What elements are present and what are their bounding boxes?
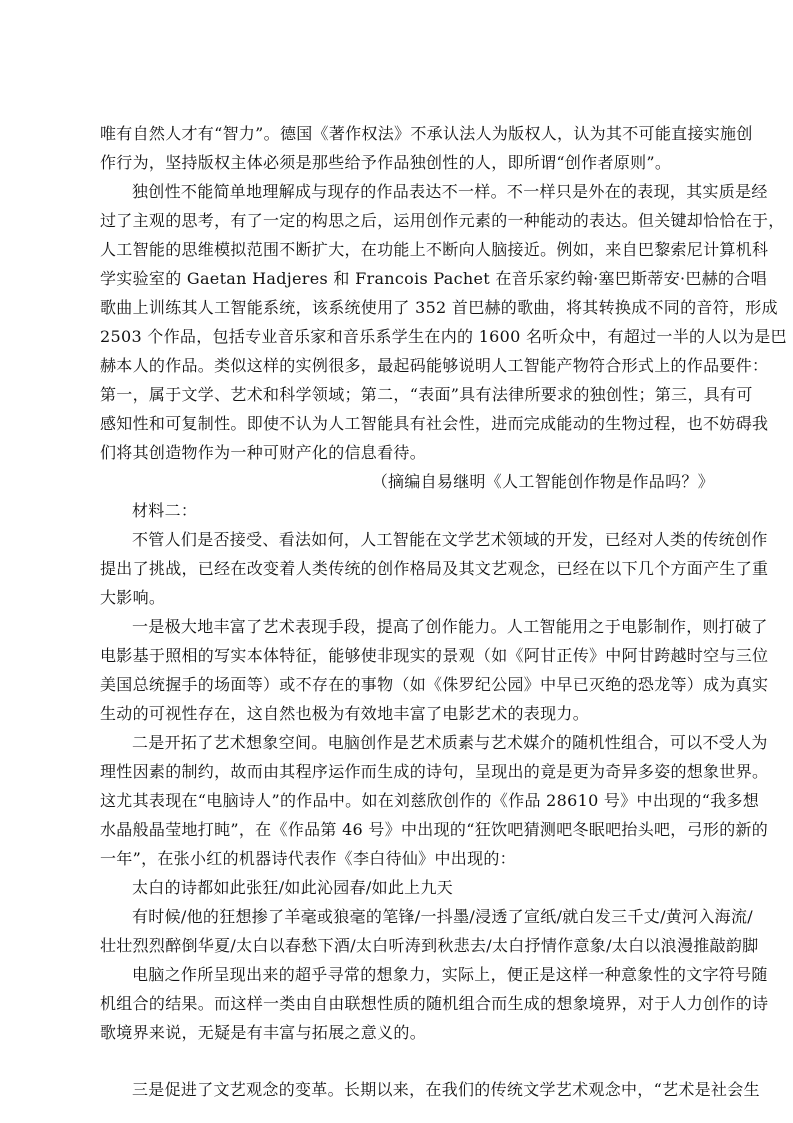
text-line: 们将其创造物作为一种可财产化的信息看待。 — [100, 443, 427, 462]
text-line: 赫本人的作品。类似这样的实例很多，最起码能够说明人工智能产物符合形式上的作品要件： — [100, 356, 769, 375]
text-line: 歌曲上训练其人工智能系统，该系统使用了 352 首巴赫的歌曲，将其转换成不同的音符，形成 — [100, 298, 778, 317]
poem-line: 有时候/他的狂想掺了羊毫或狼毫的笔锋/一抖墨/浸透了宣纸/就白发三千丈/黄河入海流/ — [132, 907, 753, 926]
poem-line: 太白的诗都如此张狂/如此沁园春/如此上九天 — [132, 878, 454, 897]
text-line: 唯有自然人才有“智力”。德国《著作权法》不承认法人为版权人，认为其不可能直接实施创 — [100, 124, 753, 143]
section-heading: 材料二： — [132, 501, 198, 520]
text-line: 2503 个作品，包括专业音乐家和音乐系学生在内的 1600 名听众中，有超过一半的人以为是巴 — [100, 327, 787, 346]
text-line: 独创性不能简单地理解成与现存的作品表达不一样。不一样只是外在的表现，其实质是经 — [132, 182, 768, 201]
text-line: 理性因素的制约，故而由其程序运作而生成的诗句，呈现出的竟是更为奇异多姿的想象世界。 — [100, 762, 769, 781]
source-citation: （摘编自易继明《人工智能创作物是作品吗？》 — [371, 472, 714, 491]
text-line: 第一，属于文学、艺术和科学领域；第二，“表面”具有法律所要求的独创性；第三，具有可 — [100, 385, 753, 404]
text-line: 不管人们是否接受、看法如何，人工智能在文学艺术领域的开发，已经对人类的传统创作 — [132, 530, 768, 549]
text-line: 提出了挑战，已经在改变着人类传统的创作格局及其文艺观念，已经在以下几个方面产生了重 — [100, 559, 769, 578]
text-line: 生动的可视性存在，这自然也极为有效地丰富了电影艺术的表现力。 — [100, 704, 590, 723]
text-line: 水晶般晶莹地打盹”，在《作品第 46 号》中出现的“狂饮吧猜测吧冬眠吧抬头吧，弓形的新的 — [100, 820, 769, 839]
text-line: 感知性和可复制性。即使不认为人工智能具有社会性，进而完成能动的生物过程，也不妨碍我 — [100, 414, 769, 433]
text-line: 一是极大地丰富了艺术表现手段，提高了创作能力。人工智能用之于电影制作，则打破了 — [132, 617, 768, 636]
text-line: 歌境界来说，无疑是有丰富与拓展之意义的。 — [100, 1023, 427, 1042]
text-line: 机组合的结果。而这样一类由自由联想性质的随机组合而生成的想象境界，对于人力创作的诗 — [100, 994, 769, 1013]
text-line: 一年”，在张小红的机器诗代表作《李白待仙》中出现的： — [100, 849, 516, 868]
text-line: 美国总统握手的场面等）或不存在的事物（如《侏罗纪公园》中早已灭绝的恐龙等）成为真实 — [100, 675, 769, 694]
text-line: 三是促进了文艺观念的变革。长期以来，在我们的传统文学艺术观念中，“艺术是社会生 — [132, 1080, 760, 1099]
text-line: 二是开拓了艺术想象空间。电脑创作是艺术质素与艺术媒介的随机性组合，可以不受人为 — [132, 733, 768, 752]
text-line: 电脑之作所呈现出来的超乎寻常的想象力，实际上，便正是这样一种意象性的文字符号随 — [132, 965, 768, 984]
text-line: 人工智能的思维模拟范围不断扩大，在功能上不断向人脑接近。例如，来自巴黎索尼计算机科 — [100, 240, 769, 259]
text-line: 学实验室的 Gaetan Hadjeres 和 Francois Pachet 在音乐家约翰·塞巴斯蒂安·巴赫的合唱 — [100, 269, 767, 288]
text-line: 电影基于照相的写实本体特征，能够使非现实的景观（如《阿甘正传》中阿甘跨越时空与三位 — [100, 646, 769, 665]
text-line: 大影响。 — [100, 588, 166, 607]
poem-line: 壮壮烈烈醉倒华夏/太白以春愁下酒/太白听涛到秋悲去/太白抒情作意象/太白以浪漫推敲韵脚 — [100, 936, 759, 955]
text-line: 作行为，坚持版权主体必须是那些给予作品独创性的人，即所谓“创作者原则”。 — [100, 153, 672, 172]
text-line: 这尤其表现在“电脑诗人”的作品中。如在刘慈欣创作的《作品 28610 号》中出现的“我多想 — [100, 791, 760, 810]
text-line: 过了主观的思考，有了一定的构思之后，运用创作元素的一种能动的表达。但关键却恰恰在于， — [100, 211, 785, 230]
